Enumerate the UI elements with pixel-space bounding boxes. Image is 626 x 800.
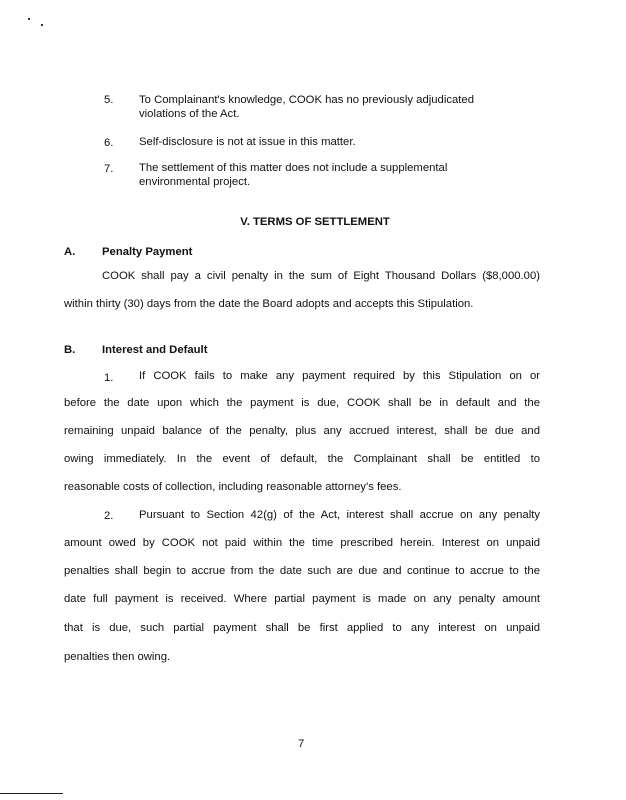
body-line: within thirty (30) days from the date the Board adopts and accepts this Stipulation. (64, 298, 474, 310)
body-line: that is due, such partial payment shall be first applied to any interest on unpaid (64, 622, 540, 634)
scan-speck (41, 24, 43, 26)
finding-text: To Complainant's knowledge, COOK has no previously adjudicated (139, 94, 474, 106)
finding-text: violations of the Act. (139, 108, 240, 120)
finding-text: The settlement of this matter does not include a supplemental (139, 162, 448, 174)
body-line: before the date upon which the payment is due, COOK shall be in default and the (64, 397, 540, 409)
body-line: COOK shall pay a civil penalty in the sum of Eight Thousand Dollars ($8,000.00) (102, 270, 540, 282)
body-line: Pursuant to Section 42(g) of the Act, interest shall accrue on any penalty (139, 509, 540, 521)
body-line: date full payment is received. Where partial payment is made on any penalty amount (64, 593, 540, 605)
paragraph-number: 2. (104, 510, 114, 522)
page-number: 7 (298, 738, 305, 750)
subsection-title: Penalty Payment (102, 246, 193, 258)
body-line: owing immediately. In the event of default, the Complainant shall be entitled to (64, 453, 540, 465)
subsection-title: Interest and Default (102, 344, 208, 356)
finding-text: Self-disclosure is not at issue in this matter. (139, 136, 356, 148)
finding-number: 6. (104, 137, 114, 149)
scan-speck (28, 18, 30, 20)
subsection-letter: A. (64, 246, 76, 258)
footer-rule (0, 793, 63, 794)
body-line: reasonable costs of collection, including reasonable attorney's fees. (64, 481, 402, 493)
body-line: amount owed by COOK not paid within the time prescribed herein. Interest on unpaid (64, 537, 540, 549)
finding-number: 5. (104, 94, 114, 106)
body-line: If COOK fails to make any payment required by this Stipulation on or (139, 370, 540, 382)
body-line: penalties shall begin to accrue from the date such are due and continue to accrue to the (64, 565, 540, 577)
finding-number: 7. (104, 163, 114, 175)
finding-text: environmental project. (139, 176, 251, 188)
body-line: penalties then owing. (64, 651, 171, 663)
subsection-letter: B. (64, 344, 76, 356)
section-heading: V. TERMS OF SETTLEMENT (240, 216, 390, 228)
paragraph-number: 1. (104, 372, 114, 384)
body-line: remaining unpaid balance of the penalty, plus any accrued interest, shall be due and (64, 425, 540, 437)
